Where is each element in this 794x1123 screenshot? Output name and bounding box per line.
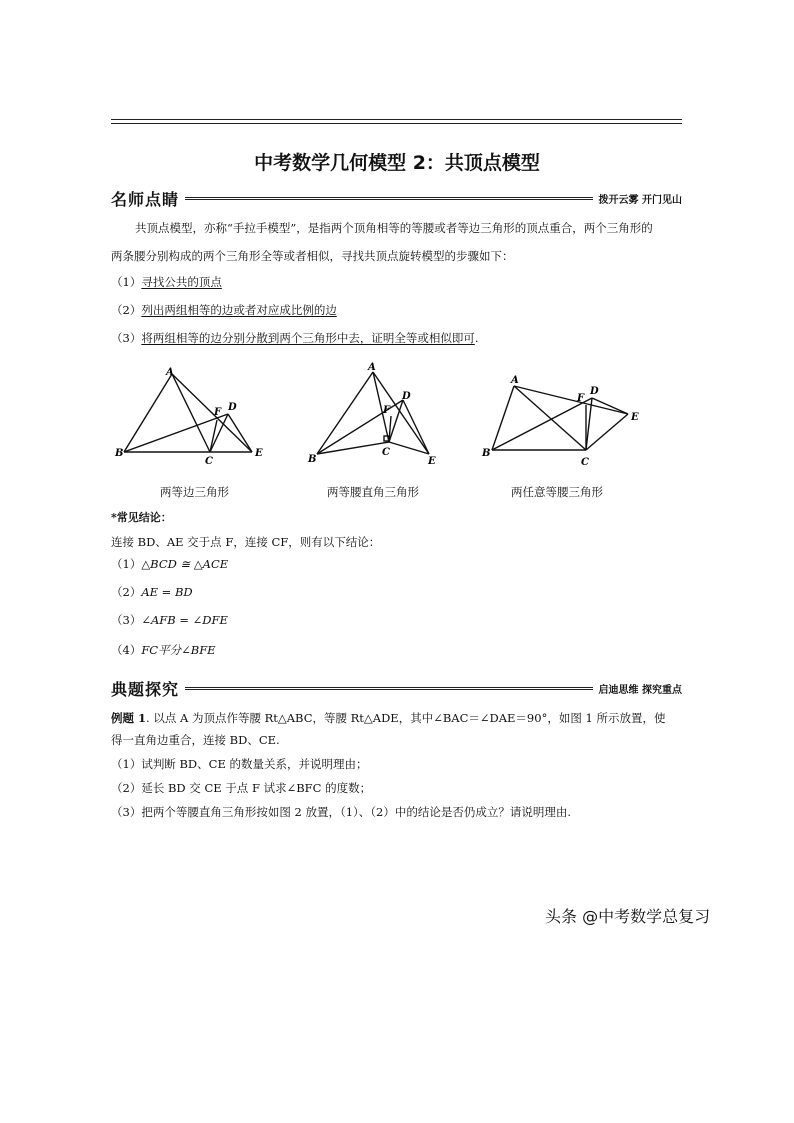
vertex-label-c: C [581, 457, 589, 468]
step-item [111, 330, 686, 346]
figure-equilateral [112, 362, 272, 472]
page-title: 中考数学几何模型 2：共顶点模型 [254, 152, 540, 174]
step-item [111, 302, 686, 318]
section-divider [185, 197, 593, 200]
example-question-2: （2）延长 BD 交 CE 于点 F 试求∠BFC 的度数； [111, 781, 372, 795]
example-question-1: （1）试判断 BD、CE 的数量关系，并说明理由； [111, 757, 368, 771]
figure-isosceles-right [305, 358, 445, 468]
step-number: （1） [111, 275, 142, 289]
step-number: （3） [111, 331, 142, 345]
step-text: 列出两组相等的边或者对应成比例的边 [141, 303, 337, 317]
section-slogan: 启迪思维 探究重点 [598, 684, 682, 696]
section-title: 典题探究 [111, 679, 180, 699]
vertex-label-f: F [383, 405, 391, 416]
section-header-diantitanjiu [111, 678, 682, 698]
vertex-label-a: A [368, 362, 376, 373]
vertex-label-e: E [255, 448, 263, 459]
vertex-label-b: B [482, 448, 491, 459]
step-text: 将两组相等的边分别分散到两个三角形中去，证明全等或相似即可 [141, 331, 475, 345]
watermark-text: 头条 @中考数学总复习 [545, 907, 711, 926]
conclusion-item [111, 556, 686, 572]
figure-caption: 两任意等腰三角形 [511, 485, 603, 499]
vertex-label-d: D [402, 391, 411, 402]
vertex-label-a: A [511, 375, 519, 386]
section-divider [185, 687, 593, 690]
example-line2: 得一直角边重合，连接 BD、CE. [111, 733, 280, 747]
section-slogan: 拨开云雾 开门见山 [598, 194, 682, 206]
intro-paragraph-line1: 共顶点模型，亦称“手拉手模型”，是指两个顶角相等的等腰或者等边三角形的顶点重合，两个三角形的 [135, 221, 653, 235]
step-item [111, 274, 686, 290]
conclusion-text: AE = BD [141, 585, 193, 599]
example-statement: . 以点 A 为顶点作等腰 Rt△ABC，等腰 Rt△ADE，其中∠BAC＝∠DAE＝90°，如图 1 所示放置，使 [146, 711, 666, 725]
conclusion-text: ∠AFB = ∠DFE [141, 613, 228, 627]
vertex-label-c: C [382, 447, 390, 458]
conclusion-number: （3） [111, 613, 142, 627]
vertex-label-e: E [631, 412, 639, 423]
vertex-label-c: C [205, 456, 213, 467]
conclusions-heading: *常见结论： [111, 511, 172, 524]
figure-isosceles-arbitrary [480, 368, 644, 468]
vertex-label-b: B [308, 454, 317, 465]
figure-caption: 两等腰直角三角形 [327, 485, 419, 499]
header-rule-top [111, 119, 682, 120]
vertex-label-d: D [590, 386, 599, 397]
conclusions-intro: 连接 BD、AE 交于点 F，连接 CF，则有以下结论： [111, 535, 381, 549]
header-rule-bottom [111, 123, 682, 124]
conclusion-item [111, 584, 686, 600]
vertex-label-f: F [214, 407, 222, 418]
vertex-label-b: B [115, 448, 124, 459]
step-number: （2） [111, 303, 142, 317]
vertex-label-a: A [166, 367, 174, 378]
conclusion-text: FC平分∠BFE [141, 643, 216, 657]
intro-paragraph-line2: 两条腰分别构成的两个三角形全等或者相似，寻找共顶点旋转模型的步骤如下： [111, 249, 514, 263]
example-question-3: （3）把两个等腰直角三角形按如图 2 放置，（1）、（2）中的结论是否仍成立？请说明理由. [111, 805, 571, 819]
vertex-label-d: D [228, 402, 237, 413]
step-end: . [474, 331, 479, 345]
conclusion-number: （4） [111, 643, 142, 657]
figure-caption: 两等边三角形 [160, 485, 229, 499]
conclusion-text: △BCD ≅ △ACE [141, 557, 229, 571]
conclusion-number: （2） [111, 585, 142, 599]
example-line1 [111, 710, 686, 726]
conclusion-item [111, 612, 686, 628]
vertex-label-f: F [577, 393, 585, 404]
section-title: 名师点睛 [111, 189, 180, 209]
conclusion-item [111, 642, 686, 658]
example-label: 例题 1 [111, 711, 147, 725]
step-text: 寻找公共的顶点 [141, 275, 222, 289]
section-header-mingshi [111, 188, 682, 208]
conclusion-number: （1） [111, 557, 142, 571]
vertex-label-e: E [428, 456, 436, 467]
